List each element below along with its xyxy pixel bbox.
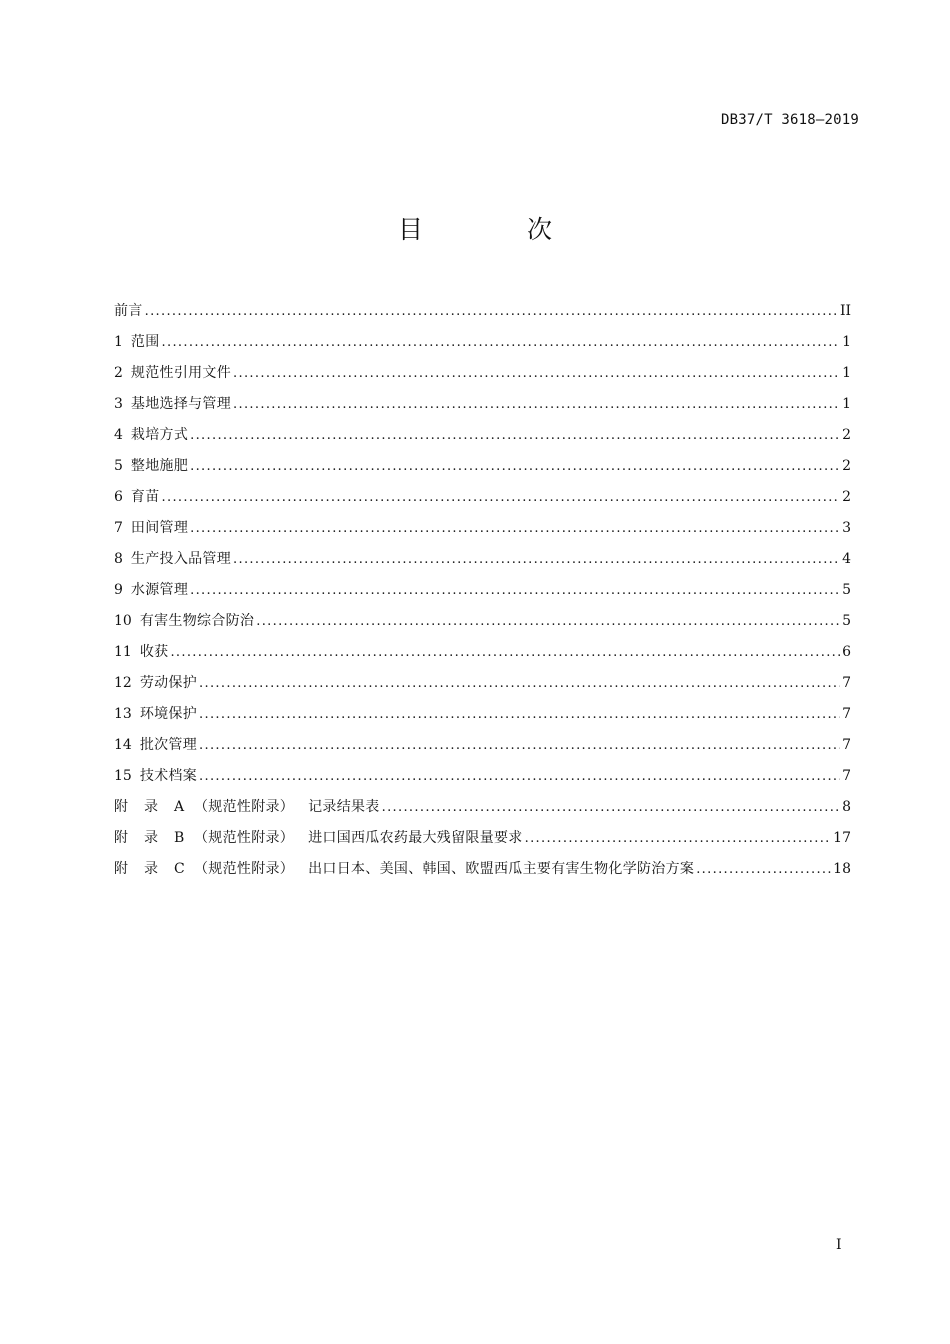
dot-leader — [233, 553, 840, 567]
appendix-kind: （规范性附录） — [194, 830, 295, 846]
toc-entry-page: 6 — [842, 644, 851, 660]
toc-appendix-b[interactable] — [114, 823, 851, 854]
dot-leader — [190, 584, 840, 598]
toc-entry-page: 7 — [842, 737, 851, 753]
toc-entry-label: 基地选择与管理 — [130, 396, 232, 412]
toc-entry-page: 1 — [842, 396, 851, 412]
toc-entry-label: 田间管理 — [130, 520, 189, 536]
toc-entry-label: 前言 — [114, 303, 143, 319]
toc-entry[interactable] — [114, 389, 851, 420]
toc-entry-label: 育苗 — [130, 489, 160, 505]
toc-entry-label: 栽培方式 — [130, 427, 189, 443]
toc-entry-page: 18 — [833, 861, 851, 877]
toc-entry-number: 6 — [114, 489, 123, 505]
dot-leader — [190, 460, 840, 474]
toc-entry-page: 7 — [842, 706, 851, 722]
toc-entry-label: 规范性引用文件 — [130, 365, 232, 381]
toc-entry-label: 环境保护 — [139, 706, 198, 722]
toc-entry-label: 生产投入品管理 — [130, 551, 232, 567]
toc-entry-label: 劳动保护 — [139, 675, 198, 691]
appendix-kind: （规范性附录） — [194, 799, 295, 815]
toc-entry[interactable] — [114, 637, 851, 668]
toc-entry-page: 8 — [842, 799, 851, 815]
toc-appendix-a[interactable] — [114, 792, 851, 823]
appendix-heading — [114, 792, 380, 823]
toc-entry-number: 8 — [114, 551, 123, 567]
toc-entry-label: 收获 — [139, 644, 169, 660]
dot-leader — [190, 429, 840, 443]
appendix-letter: C — [174, 861, 186, 877]
toc-entry[interactable] — [114, 482, 851, 513]
dot-leader — [696, 863, 831, 877]
toc-entry-page: 7 — [842, 768, 851, 784]
dot-leader — [256, 615, 840, 629]
dot-leader — [199, 770, 840, 784]
appendix-letter: A — [174, 799, 185, 815]
toc-entry-number: 4 — [114, 427, 123, 443]
dot-leader — [233, 367, 840, 381]
dot-leader — [199, 677, 840, 691]
toc-entry[interactable] — [114, 327, 851, 358]
appendix-heading — [114, 854, 694, 885]
toc-entry-page: 3 — [842, 520, 851, 536]
dot-leader — [162, 491, 841, 505]
toc-appendix-c[interactable] — [114, 854, 851, 885]
appendix-mid: 录 — [144, 799, 159, 815]
dot-leader — [525, 832, 832, 846]
toc-entry-page: 2 — [842, 458, 851, 474]
toc-entry-number: 12 — [114, 675, 132, 691]
dot-leader — [233, 398, 840, 412]
toc-entry-number: 3 — [114, 396, 123, 412]
toc-entry-page: 5 — [842, 613, 851, 629]
toc-entry-label: 技术档案 — [139, 768, 198, 784]
toc-entry-page: 1 — [842, 365, 851, 381]
page-title: 目 次 — [398, 215, 600, 244]
toc-entry-page: 2 — [842, 427, 851, 443]
toc-entry-number: 5 — [114, 458, 123, 474]
toc-entry[interactable] — [114, 420, 851, 451]
toc-entry-number: 10 — [114, 613, 132, 629]
toc-entry[interactable] — [114, 575, 851, 606]
toc-entry-page: 1 — [842, 334, 851, 350]
standard-code: DB37/T 3618—2019 — [720, 112, 859, 128]
toc-entry[interactable] — [114, 730, 851, 761]
table-of-contents — [114, 296, 851, 885]
toc-entry[interactable] — [114, 699, 851, 730]
toc-entry-label: 批次管理 — [139, 737, 198, 753]
toc-entry[interactable] — [114, 358, 851, 389]
appendix-heading — [114, 823, 523, 854]
toc-entry-number: 14 — [114, 737, 132, 753]
toc-entry-label: 有害生物综合防治 — [139, 613, 255, 629]
toc-entry[interactable] — [114, 544, 851, 575]
toc-entry-label: 范围 — [130, 334, 160, 350]
toc-entry-page: 2 — [842, 489, 851, 505]
toc-entry[interactable] — [114, 761, 851, 792]
toc-entry-number: 13 — [114, 706, 132, 722]
toc-entry-foreword[interactable] — [114, 296, 851, 327]
appendix-letter: B — [174, 830, 185, 846]
toc-entry[interactable] — [114, 451, 851, 482]
toc-entry-number: 2 — [114, 365, 123, 381]
appendix-mid: 录 — [144, 861, 159, 877]
toc-entry-number: 11 — [114, 644, 132, 660]
toc-entry[interactable] — [114, 513, 851, 544]
dot-leader — [145, 305, 838, 319]
toc-entry-number: 9 — [114, 582, 123, 598]
toc-entry[interactable] — [114, 606, 851, 637]
dot-leader — [199, 739, 840, 753]
toc-entry-page: 5 — [842, 582, 851, 598]
appendix-title: 记录结果表 — [308, 799, 380, 815]
toc-entry-label: 整地施肥 — [130, 458, 189, 474]
toc-entry-page: 7 — [842, 675, 851, 691]
toc-entry-page: 17 — [833, 830, 851, 846]
toc-entry-number: 15 — [114, 768, 132, 784]
dot-leader — [382, 801, 840, 815]
dot-leader — [190, 522, 840, 536]
dot-leader — [170, 646, 840, 660]
toc-entry[interactable] — [114, 668, 851, 699]
appendix-title: 进口国西瓜农药最大残留限量要求 — [308, 830, 523, 846]
dot-leader — [162, 336, 841, 350]
appendix-prefix: 附 — [114, 861, 129, 877]
appendix-mid: 录 — [144, 830, 159, 846]
page-number: I — [836, 1237, 842, 1253]
appendix-kind: （规范性附录） — [194, 861, 295, 877]
toc-entry-number: 1 — [114, 334, 123, 350]
toc-entry-label: 水源管理 — [130, 582, 189, 598]
toc-entry-page: II — [839, 303, 851, 319]
appendix-prefix: 附 — [114, 799, 129, 815]
toc-entry-page: 4 — [842, 551, 851, 567]
toc-entry-number: 7 — [114, 520, 123, 536]
dot-leader — [199, 708, 840, 722]
appendix-title: 出口日本、美国、韩国、欧盟西瓜主要有害生物化学防治方案 — [308, 861, 695, 877]
appendix-prefix: 附 — [114, 830, 129, 846]
